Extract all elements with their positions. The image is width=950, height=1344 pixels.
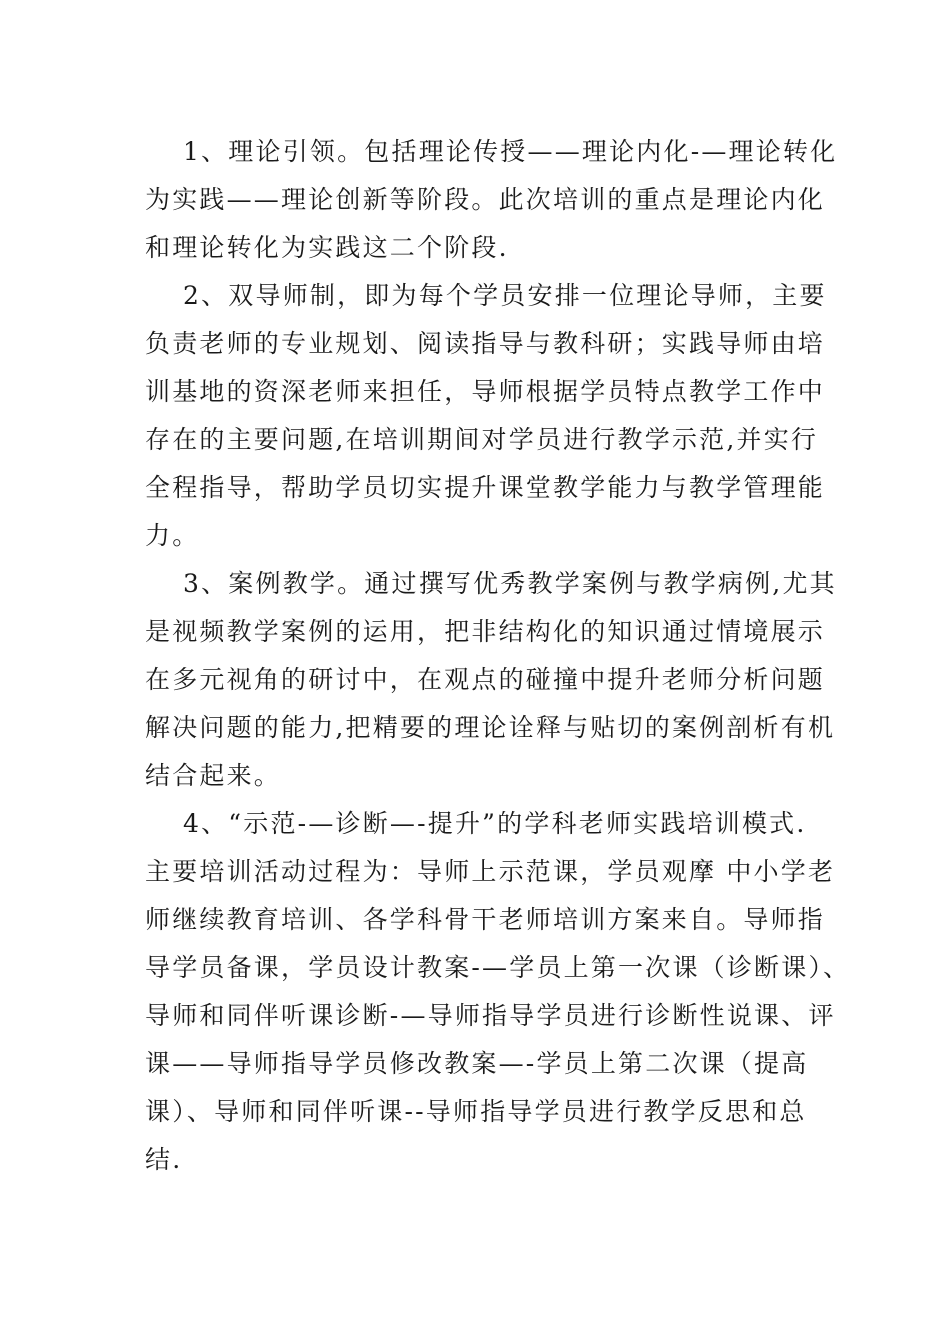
text-line: 师继续教育培训、各学科骨干老师培训方案来自。导师指 <box>145 905 826 934</box>
text-line: 结合起来。 <box>145 761 282 790</box>
text-line: 为实践——理论创新等阶段。此次培训的重点是理论内化 <box>145 185 826 214</box>
text-line: 1、理论引领。包括理论传授——理论内化-—理论转化 <box>183 137 838 166</box>
paragraph-theory-guidance <box>145 128 838 272</box>
text-line: 结. <box>145 1145 183 1174</box>
text-line: 导学员备课，学员设计教案-—学员上第一次课（诊断课）、 <box>145 953 851 982</box>
text-line: 全程指导，帮助学员切实提升课堂教学能力与教学管理能 <box>145 473 826 502</box>
text-line: 训基地的资深老师来担任，导师根据学员特点教学工作中 <box>145 377 826 406</box>
text-line: 解决问题的能力,把精要的理论诠释与贴切的案例剖析有机 <box>145 713 836 742</box>
text-line: 负责老师的专业规划、阅读指导与教科研；实践导师由培 <box>145 329 826 358</box>
paragraph-dual-mentor <box>145 272 827 560</box>
text-line: 导师和同伴听课诊断-—导师指导学员进行诊断性说课、评 <box>145 1001 836 1030</box>
text-line: 课）、导师和同伴听课--导师指导学员进行教学反思和总 <box>145 1097 807 1126</box>
paragraph-training-model <box>145 800 851 1184</box>
text-line: 4、“示范-—诊断—-提升”的学科老师实践培训模式. <box>183 809 807 838</box>
text-line: 和理论转化为实践这二个阶段. <box>145 233 509 262</box>
text-line: 是视频教学案例的运用，把非结构化的知识通过情境展示 <box>145 617 826 646</box>
text-line: 力。 <box>145 521 200 550</box>
text-line: 2、双导师制，即为每个学员安排一位理论导师，主要 <box>183 281 827 310</box>
text-line: 在多元视角的研讨中，在观点的碰撞中提升老师分析问题 <box>145 665 826 694</box>
text-line: 存在的主要问题,在培训期间对学员进行教学示范,并实行 <box>145 425 819 454</box>
paragraph-case-teaching <box>145 560 837 800</box>
text-line: 3、案例教学。通过撰写优秀教学案例与教学病例,尤其 <box>183 569 837 598</box>
text-line: 课——导师指导学员修改教案—-学员上第二次课（提高 <box>145 1049 809 1078</box>
text-line: 主要培训活动过程为：导师上示范课，学员观摩 中小学老 <box>145 857 836 886</box>
